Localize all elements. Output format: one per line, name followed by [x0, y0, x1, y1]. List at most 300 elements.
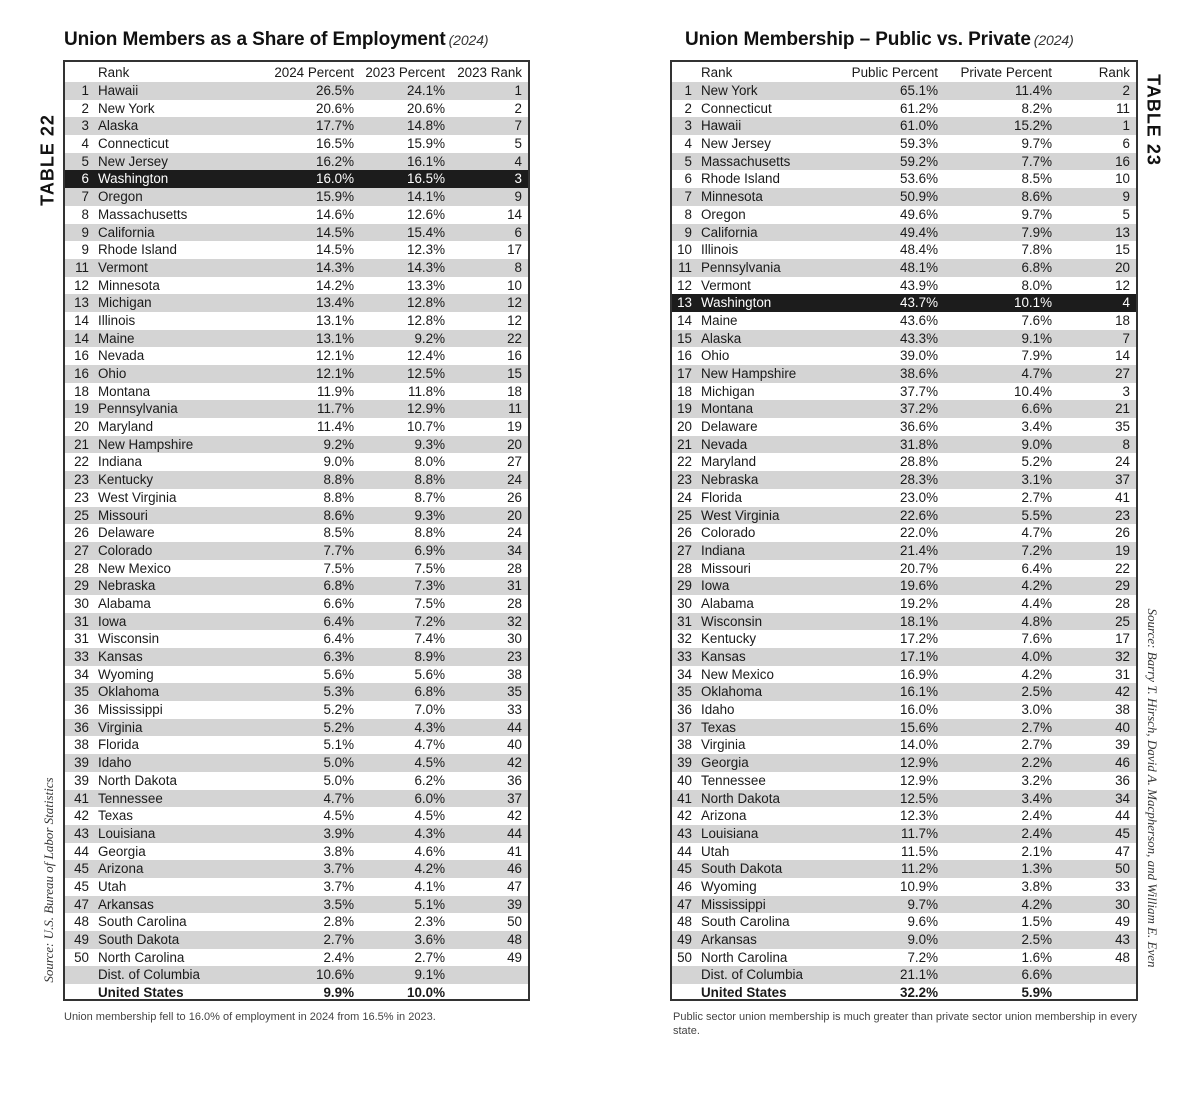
- value-cell: 14.8%: [407, 118, 445, 134]
- rank-cell: 36: [677, 702, 692, 718]
- table-row: [672, 524, 1136, 542]
- state-cell: Colorado: [98, 542, 153, 558]
- table-row: [672, 418, 1136, 436]
- rank-cell: 31: [74, 631, 89, 647]
- value-cell: 13.4%: [316, 295, 354, 311]
- value-cell: 7.5%: [414, 595, 445, 611]
- rank-cell: 34: [74, 666, 89, 682]
- value-cell: 32.2%: [900, 985, 938, 1001]
- table-header-row: [672, 62, 1136, 82]
- rank-cell: 28: [1115, 595, 1130, 611]
- state-cell: Wyoming: [701, 878, 757, 894]
- value-cell: 16.1%: [900, 684, 938, 700]
- state-cell: North Dakota: [701, 790, 780, 806]
- rank-cell: 14: [1115, 348, 1130, 364]
- value-cell: 2.2%: [1021, 755, 1052, 771]
- rank-cell: 37: [677, 719, 692, 735]
- rank-cell: 5: [1122, 206, 1130, 222]
- rank-cell: 26: [74, 525, 89, 541]
- value-cell: 5.1%: [414, 896, 445, 912]
- value-cell: 4.4%: [1021, 595, 1052, 611]
- rank-cell: 49: [1115, 914, 1130, 930]
- value-cell: 15.4%: [407, 224, 445, 240]
- rank-cell: 31: [74, 613, 89, 629]
- rank-cell: 30: [1115, 896, 1130, 912]
- state-cell: Georgia: [701, 755, 749, 771]
- rank-cell: 33: [677, 649, 692, 664]
- state-cell: Arizona: [98, 861, 144, 877]
- state-cell: Minnesota: [98, 277, 160, 293]
- rank-cell: 9: [81, 224, 89, 240]
- state-cell: Kentucky: [98, 472, 154, 488]
- value-cell: 14.3%: [407, 259, 445, 275]
- rank-cell: 29: [677, 578, 692, 594]
- value-cell: 4.7%: [1021, 525, 1052, 541]
- state-cell: United States: [98, 985, 184, 1001]
- rank-cell: 35: [507, 684, 522, 700]
- table-row: [672, 153, 1136, 171]
- state-cell: Missouri: [98, 507, 148, 523]
- value-cell: 8.6%: [1021, 189, 1052, 205]
- value-cell: 1.3%: [1021, 861, 1052, 877]
- table-row: [65, 259, 528, 277]
- table-row: [672, 966, 1136, 984]
- table-row: [65, 436, 528, 454]
- table-row: [672, 383, 1136, 401]
- table-row: [65, 701, 528, 719]
- rank-cell: 18: [677, 383, 692, 399]
- rank-cell: 1: [81, 83, 89, 98]
- rank-cell: 22: [677, 454, 692, 470]
- rank-cell: 33: [1115, 878, 1130, 894]
- value-cell: 4.2%: [414, 861, 445, 877]
- value-cell: 11.4%: [317, 419, 354, 435]
- rank-cell: 27: [1115, 366, 1130, 381]
- value-cell: 2.1%: [1021, 843, 1052, 859]
- table-row: [672, 542, 1136, 560]
- value-cell: 5.5%: [1021, 507, 1052, 523]
- value-cell: 7.9%: [1021, 224, 1052, 240]
- value-cell: 4.5%: [414, 808, 445, 824]
- rank-cell: 26: [1115, 525, 1130, 541]
- value-cell: 1.6%: [1021, 949, 1052, 965]
- value-cell: 11.9%: [317, 383, 354, 399]
- table-row: [65, 683, 528, 701]
- rank-cell: 28: [677, 560, 692, 576]
- table-row: [672, 790, 1136, 808]
- value-cell: 6.6%: [1021, 401, 1052, 417]
- value-cell: 13.1%: [316, 312, 354, 328]
- rank-cell: 14: [677, 312, 692, 328]
- state-cell: Vermont: [98, 259, 148, 275]
- table-row: [65, 471, 528, 489]
- value-cell: 16.5%: [407, 171, 445, 187]
- rank-cell: 5: [684, 153, 692, 169]
- rank-cell: 23: [1115, 507, 1130, 523]
- value-cell: 6.4%: [323, 613, 354, 629]
- value-cell: 3.4%: [1021, 790, 1052, 806]
- rank-cell: 36: [1115, 772, 1130, 788]
- value-cell: 4.5%: [323, 808, 354, 824]
- value-cell: 9.1%: [414, 967, 445, 983]
- table-row: [672, 913, 1136, 931]
- value-cell: 21.1%: [900, 967, 938, 983]
- value-cell: 9.3%: [414, 436, 445, 452]
- value-cell: 7.7%: [1021, 153, 1052, 169]
- table-row: [65, 100, 528, 118]
- value-cell: 65.1%: [900, 83, 938, 98]
- value-cell: 14.5%: [316, 242, 354, 258]
- state-cell: Connecticut: [701, 100, 772, 116]
- value-cell: 20.6%: [407, 100, 445, 116]
- header-rank: Rank: [701, 65, 733, 80]
- state-cell: Pennsylvania: [701, 259, 781, 275]
- value-cell: 39.0%: [900, 348, 938, 364]
- value-cell: 6.9%: [414, 542, 445, 558]
- value-cell: 12.5%: [407, 366, 445, 381]
- value-cell: 15.6%: [900, 719, 938, 735]
- value-cell: 9.0%: [1021, 436, 1052, 452]
- state-cell: South Carolina: [701, 914, 790, 930]
- value-cell: 7.6%: [1021, 312, 1052, 328]
- value-cell: 2.3%: [414, 914, 445, 930]
- state-cell: Virginia: [701, 737, 746, 753]
- value-cell: 13.1%: [316, 330, 354, 346]
- value-cell: 48.1%: [900, 259, 938, 275]
- value-cell: 11.2%: [901, 861, 938, 877]
- table-row: [65, 153, 528, 171]
- rank-cell: 42: [74, 808, 89, 824]
- table-row: [672, 683, 1136, 701]
- rank-cell: 28: [507, 595, 522, 611]
- value-cell: 16.2%: [316, 153, 354, 169]
- rank-cell: 20: [1115, 259, 1130, 275]
- value-cell: 38.6%: [900, 366, 938, 381]
- table-row: [65, 719, 528, 737]
- value-cell: 3.0%: [1021, 702, 1052, 718]
- table-row: [672, 347, 1136, 365]
- state-cell: Delaware: [701, 419, 758, 435]
- value-cell: 2.7%: [1021, 719, 1052, 735]
- state-cell: South Carolina: [98, 914, 187, 930]
- rank-cell: 4: [514, 153, 522, 169]
- rank-cell: 24: [677, 489, 692, 505]
- rank-cell: 7: [81, 189, 89, 205]
- table-row: [65, 613, 528, 631]
- rank-cell: 27: [74, 542, 89, 558]
- rank-cell: 44: [507, 719, 522, 735]
- value-cell: 7.6%: [1021, 631, 1052, 647]
- rank-cell: 8: [1122, 436, 1130, 452]
- value-cell: 3.8%: [1021, 878, 1052, 894]
- state-cell: Rhode Island: [98, 242, 177, 258]
- table-row: [672, 754, 1136, 772]
- header-private-rank: Rank: [1098, 65, 1130, 80]
- rank-cell: 16: [74, 366, 89, 381]
- state-cell: Arkansas: [98, 896, 154, 912]
- table-row: [672, 560, 1136, 578]
- table-row: [672, 648, 1136, 666]
- rank-cell: 35: [677, 684, 692, 700]
- value-cell: 8.2%: [1021, 100, 1052, 116]
- rank-cell: 18: [74, 383, 89, 399]
- state-cell: Massachusetts: [701, 153, 791, 169]
- table-row: [65, 913, 528, 931]
- table-title: [685, 29, 1074, 51]
- rank-cell: 13: [677, 295, 692, 311]
- table-footnote: Union membership fell to 16.0% of employment in 2024 from 16.5% in 2023.: [64, 1011, 436, 1023]
- state-cell: Colorado: [701, 525, 756, 541]
- value-cell: 7.3%: [414, 578, 445, 594]
- rank-cell: 6: [684, 171, 692, 187]
- table-row: [65, 224, 528, 242]
- value-cell: 8.0%: [414, 454, 445, 470]
- rank-cell: 50: [677, 949, 692, 965]
- rank-cell: 39: [74, 772, 89, 788]
- value-cell: 5.2%: [1021, 454, 1052, 470]
- state-cell: Montana: [701, 401, 754, 417]
- state-cell: Maine: [701, 312, 738, 328]
- value-cell: 5.6%: [414, 666, 445, 682]
- rank-cell: 6: [81, 171, 89, 187]
- value-cell: 3.4%: [1021, 419, 1052, 435]
- table-row: [672, 294, 1136, 312]
- rank-cell: 19: [74, 401, 89, 417]
- rank-cell: 16: [1115, 153, 1130, 169]
- value-cell: 12.1%: [316, 366, 354, 381]
- rank-cell: 41: [677, 790, 692, 806]
- table-row: [65, 860, 528, 878]
- rank-cell: 14: [507, 206, 522, 222]
- state-cell: Wyoming: [98, 666, 154, 682]
- state-cell: Kansas: [98, 649, 143, 664]
- state-cell: Wisconsin: [701, 613, 763, 629]
- rank-cell: 44: [1115, 808, 1130, 824]
- value-cell: 15.2%: [1014, 118, 1052, 134]
- state-cell: Mississippi: [98, 702, 163, 718]
- rank-cell: 22: [1115, 560, 1130, 576]
- rank-cell: 27: [507, 454, 522, 470]
- state-cell: Hawaii: [701, 118, 742, 134]
- value-cell: 3.7%: [323, 861, 354, 877]
- rank-cell: 8: [514, 259, 522, 275]
- header-2023-rank: 2023 Rank: [457, 65, 522, 80]
- value-cell: 10.9%: [900, 878, 938, 894]
- rank-cell: 17: [1115, 631, 1130, 647]
- table-row: [672, 896, 1136, 914]
- value-cell: 7.2%: [1021, 542, 1052, 558]
- rank-cell: 19: [677, 401, 692, 417]
- rank-cell: 41: [74, 790, 89, 806]
- table-row: [672, 259, 1136, 277]
- state-cell: Pennsylvania: [98, 401, 178, 417]
- value-cell: 16.5%: [316, 136, 354, 152]
- table-total-row: [672, 984, 1136, 1002]
- rank-cell: 5: [514, 136, 522, 152]
- state-cell: Florida: [701, 489, 742, 505]
- rank-cell: 2: [1122, 83, 1130, 98]
- rank-cell: 34: [507, 542, 522, 558]
- state-cell: Rhode Island: [701, 171, 780, 187]
- value-cell: 16.1%: [407, 153, 445, 169]
- state-cell: Maryland: [98, 419, 154, 435]
- state-cell: Texas: [701, 719, 736, 735]
- rank-cell: 32: [507, 613, 522, 629]
- rank-cell: 47: [1115, 843, 1130, 859]
- value-cell: 36.6%: [900, 419, 938, 435]
- state-cell: Michigan: [701, 383, 755, 399]
- rank-cell: 36: [74, 702, 89, 718]
- table-row: [672, 736, 1136, 754]
- state-cell: Oregon: [98, 189, 143, 205]
- rank-cell: 9: [514, 189, 522, 205]
- value-cell: 17.1%: [900, 649, 938, 664]
- state-cell: Florida: [98, 737, 139, 753]
- rank-cell: 38: [74, 737, 89, 753]
- state-cell: Missouri: [701, 560, 751, 576]
- rank-cell: 21: [677, 436, 692, 452]
- rank-cell: 11: [75, 259, 89, 275]
- value-cell: 10.6%: [316, 967, 354, 983]
- state-cell: Nebraska: [98, 578, 156, 594]
- value-cell: 43.6%: [900, 312, 938, 328]
- rank-cell: 18: [507, 383, 522, 399]
- table-row: [672, 772, 1136, 790]
- value-cell: 23.0%: [900, 489, 938, 505]
- table-row: [672, 577, 1136, 595]
- table-row: [672, 224, 1136, 242]
- table-row: [672, 277, 1136, 295]
- rank-cell: 21: [74, 436, 89, 452]
- value-cell: 7.9%: [1021, 348, 1052, 364]
- state-cell: Alabama: [701, 595, 754, 611]
- table-footnote: Public sector union membership is much greater than private sector union membership in every state.: [673, 1011, 1138, 1037]
- state-cell: Alaska: [701, 330, 742, 346]
- value-cell: 10.7%: [407, 419, 445, 435]
- state-cell: New York: [98, 100, 155, 116]
- rank-cell: 24: [507, 525, 522, 541]
- value-cell: 9.7%: [1021, 136, 1052, 152]
- value-cell: 9.2%: [414, 330, 445, 346]
- table-row: [672, 949, 1136, 967]
- state-cell: California: [98, 224, 155, 240]
- data-table: [63, 60, 530, 1001]
- rank-cell: 19: [1115, 542, 1130, 558]
- value-cell: 7.0%: [414, 702, 445, 718]
- rank-cell: 11: [678, 259, 692, 275]
- rank-cell: 45: [1115, 825, 1130, 841]
- value-cell: 5.0%: [323, 755, 354, 771]
- table-row: [65, 560, 528, 578]
- rank-cell: 2: [81, 100, 89, 116]
- value-cell: 4.2%: [1021, 666, 1052, 682]
- rank-cell: 11: [1116, 100, 1130, 116]
- rank-cell: 4: [684, 136, 692, 152]
- table-row: [672, 878, 1136, 896]
- rank-cell: 12: [677, 277, 692, 293]
- value-cell: 5.2%: [323, 702, 354, 718]
- value-cell: 6.4%: [323, 631, 354, 647]
- rank-cell: 32: [1115, 649, 1130, 664]
- table-row: [672, 843, 1136, 861]
- value-cell: 48.4%: [900, 242, 938, 258]
- table-row: [65, 82, 528, 100]
- value-cell: 11.7%: [901, 825, 938, 841]
- value-cell: 3.7%: [323, 878, 354, 894]
- value-cell: 22.6%: [900, 507, 938, 523]
- value-cell: 16.9%: [900, 666, 938, 682]
- rank-cell: 29: [1115, 578, 1130, 594]
- value-cell: 6.8%: [323, 578, 354, 594]
- rank-cell: 3: [514, 171, 522, 187]
- state-cell: Wisconsin: [98, 631, 160, 647]
- table-row: [65, 524, 528, 542]
- value-cell: 12.4%: [407, 348, 445, 364]
- value-cell: 11.7%: [317, 401, 354, 417]
- rank-cell: 39: [677, 755, 692, 771]
- rank-cell: 41: [1115, 489, 1130, 505]
- value-cell: 4.3%: [414, 719, 445, 735]
- value-cell: 4.3%: [414, 825, 445, 841]
- state-cell: Delaware: [98, 525, 155, 541]
- state-cell: New Hampshire: [98, 436, 194, 452]
- rank-cell: 39: [1115, 737, 1130, 753]
- rank-cell: 7: [514, 118, 522, 134]
- value-cell: 6.0%: [414, 790, 445, 806]
- state-cell: North Carolina: [98, 949, 185, 965]
- value-cell: 59.3%: [900, 136, 938, 152]
- table-row: [672, 860, 1136, 878]
- rank-cell: 42: [677, 808, 692, 824]
- rank-cell: 19: [507, 419, 522, 435]
- value-cell: 7.2%: [907, 949, 938, 965]
- rank-cell: 22: [507, 330, 522, 346]
- table-row: [65, 383, 528, 401]
- table-row: [65, 754, 528, 772]
- rank-cell: 46: [677, 878, 692, 894]
- table-row: [65, 736, 528, 754]
- rank-cell: 40: [1115, 719, 1130, 735]
- rank-cell: 47: [507, 878, 522, 894]
- value-cell: 5.2%: [323, 719, 354, 735]
- table-row: [65, 772, 528, 790]
- table-row: [65, 241, 528, 259]
- table-row: [65, 790, 528, 808]
- state-cell: Arkansas: [701, 932, 757, 947]
- state-cell: Alaska: [98, 118, 139, 134]
- value-cell: 43.9%: [900, 277, 938, 293]
- state-cell: California: [701, 224, 758, 240]
- rank-cell: 44: [74, 843, 89, 859]
- rank-cell: 3: [1122, 383, 1130, 399]
- table-row: [65, 825, 528, 843]
- rank-cell: 14: [74, 312, 89, 328]
- rank-cell: 23: [677, 472, 692, 488]
- rank-cell: 12: [507, 312, 522, 328]
- rank-cell: 8: [684, 206, 692, 222]
- value-cell: 2.4%: [323, 949, 354, 965]
- state-cell: South Dakota: [701, 861, 783, 877]
- state-cell: Nevada: [98, 348, 145, 364]
- state-cell: Tennessee: [98, 790, 163, 806]
- state-cell: Virginia: [98, 719, 143, 735]
- rank-cell: 13: [74, 295, 89, 311]
- state-cell: New York: [701, 83, 758, 98]
- value-cell: 15.9%: [407, 136, 445, 152]
- state-cell: Connecticut: [98, 136, 169, 152]
- rank-cell: 26: [677, 525, 692, 541]
- rank-cell: 1: [1122, 118, 1130, 134]
